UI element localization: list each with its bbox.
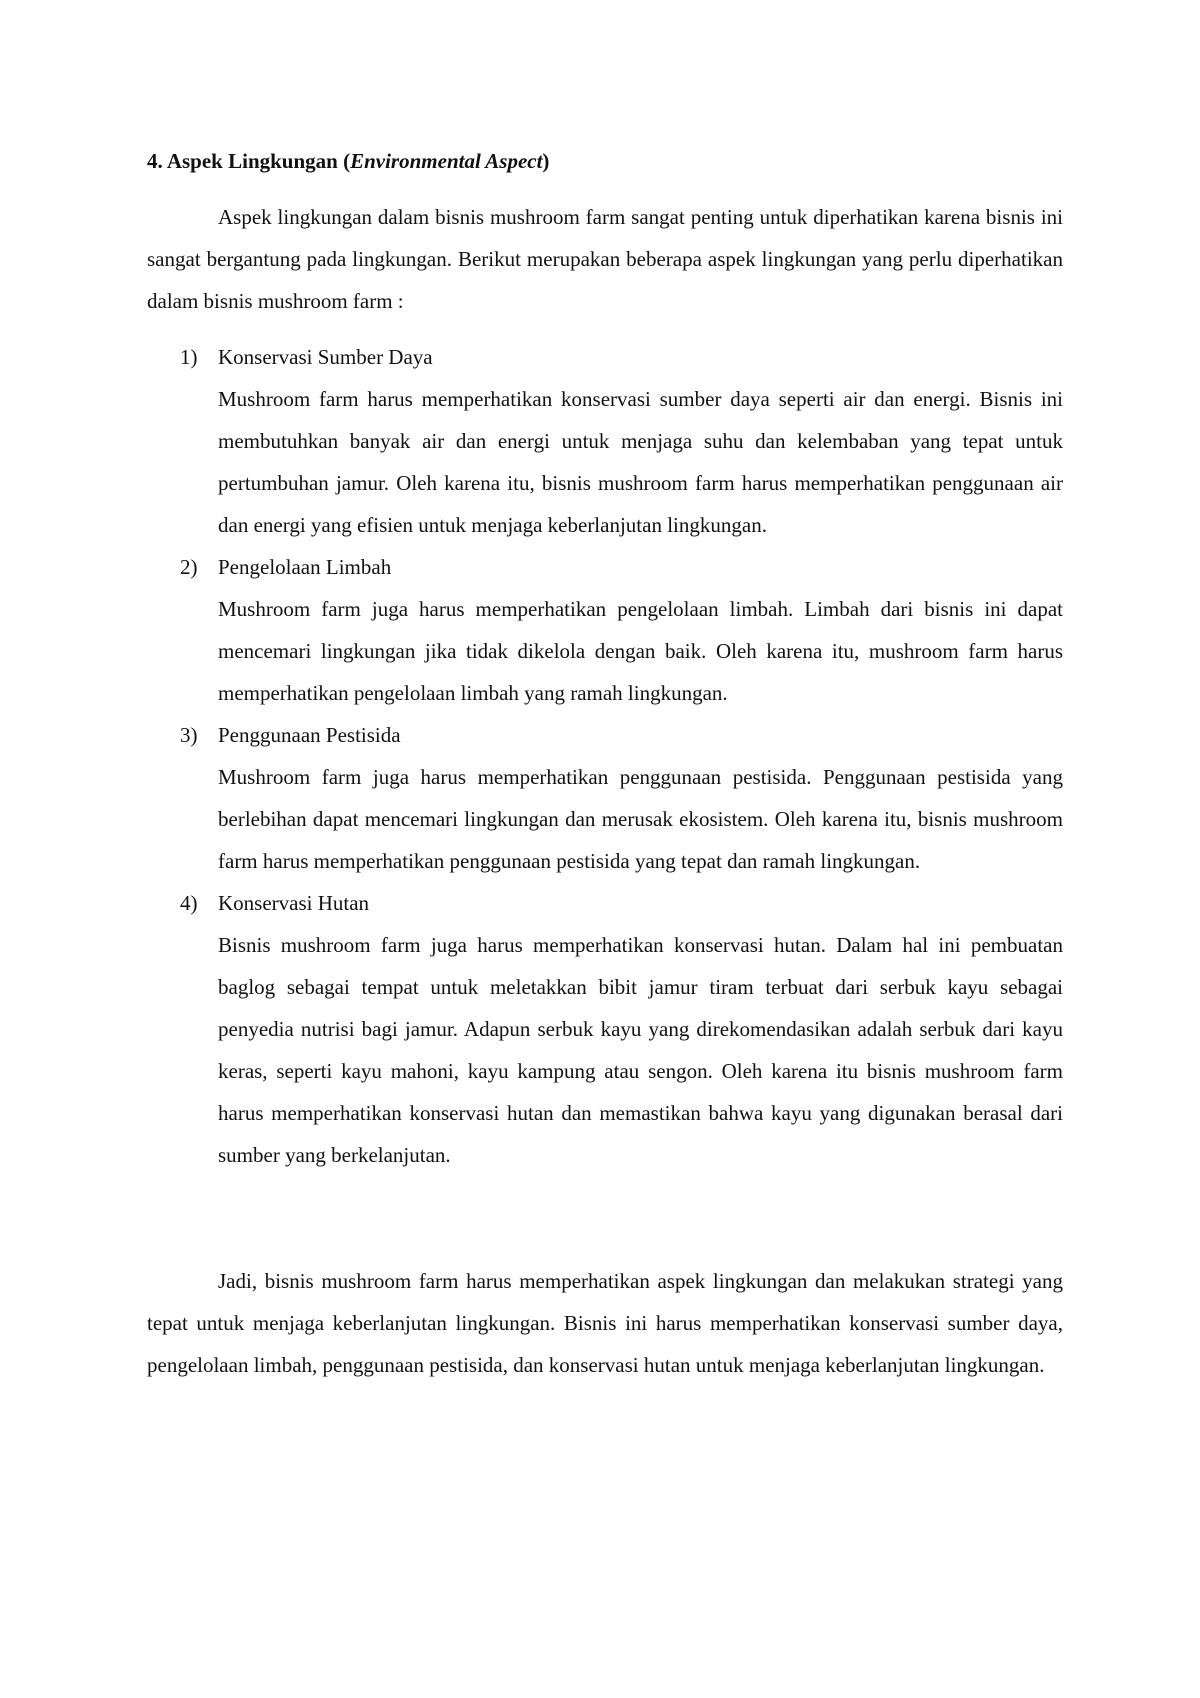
intro-paragraph: Aspek lingkungan dalam bisnis mushroom farm sangat penting untuk diperhatikan karena bisnis ini sangat bergantung pada lingkungan. Berikut merupakan beberapa aspek lingkungan yang perlu diperhatikan dalam bisnis mushroom farm : — [147, 205, 1063, 313]
list-item — [147, 546, 1063, 714]
list-item-title: Konservasi Sumber Daya — [218, 345, 433, 369]
list-item — [147, 336, 1063, 546]
list-item — [147, 882, 1063, 1176]
heading-italic: Environmental Aspect — [350, 149, 543, 173]
list-item — [147, 714, 1063, 882]
list-item-body: Mushroom farm harus memperhatikan konservasi sumber daya seperti air dan energi. Bisnis ini membutuhkan banyak air dan energi untuk menjaga suhu dan kelembaban yang tepat untuk pertumbuhan jamur. Oleh karena itu, bisnis mushroom farm harus memperhatikan penggunaan air dan energi yang efisien untuk menjaga keberlanjutan lingkungan. — [218, 387, 1063, 537]
aspect-list — [147, 336, 1063, 1176]
conclusion-paragraph: Jadi, bisnis mushroom farm harus memperhatikan aspek lingkungan dan melakukan strategi yang tepat untuk menjaga keberlanjutan lingkungan. Bisnis ini harus memperhatikan konservasi sumber daya, pengelolaan limbah, penggunaan pestisida, dan konservasi hutan untuk menjaga keberlanjutan lingkungan. — [147, 1269, 1063, 1377]
heading-suffix: ) — [542, 149, 550, 173]
list-item-body: Bisnis mushroom farm juga harus memperhatikan konservasi hutan. Dalam hal ini pembuatan baglog sebagai tempat untuk meletakkan bibit jamur tiram terbuat dari serbuk kayu sebagai penyedia nutrisi bagi jamur. Adapun serbuk kayu yang direkomendasikan adalah serbuk dari kayu keras, seperti kayu mahoni, kayu kampung atau sengon. Oleh karena itu bisnis mushroom farm harus memperhatikan konservasi hutan dan memastikan bahwa kayu yang digunakan berasal dari sumber yang berkelanjutan. — [218, 933, 1063, 1167]
list-item-title: Pengelolaan Limbah — [218, 555, 392, 579]
section-heading — [147, 140, 1063, 182]
list-item-body: Mushroom farm juga harus memperhatikan penggunaan pestisida. Penggunaan pestisida yang berlebihan dapat mencemari lingkungan dan merusak ekosistem. Oleh karena itu, bisnis mushroom farm harus memperhatikan penggunaan pestisida yang tepat dan ramah lingkungan. — [218, 765, 1063, 873]
list-item-number: 3) — [180, 723, 198, 747]
list-item-number: 1) — [180, 345, 198, 369]
list-item-number: 4) — [180, 891, 198, 915]
document-body — [147, 140, 1063, 1386]
list-item-title: Konservasi Hutan — [218, 891, 370, 915]
heading-prefix: 4. Aspek Lingkungan ( — [147, 149, 351, 173]
list-item-number: 2) — [180, 555, 198, 579]
list-item-body: Mushroom farm juga harus memperhatikan pengelolaan limbah. Limbah dari bisnis ini dapat mencemari lingkungan jika tidak dikelola dengan baik. Oleh karena itu, mushroom farm harus memperhatikan pengelolaan limbah yang ramah lingkungan. — [218, 597, 1063, 705]
list-item-title: Penggunaan Pestisida — [218, 723, 401, 747]
